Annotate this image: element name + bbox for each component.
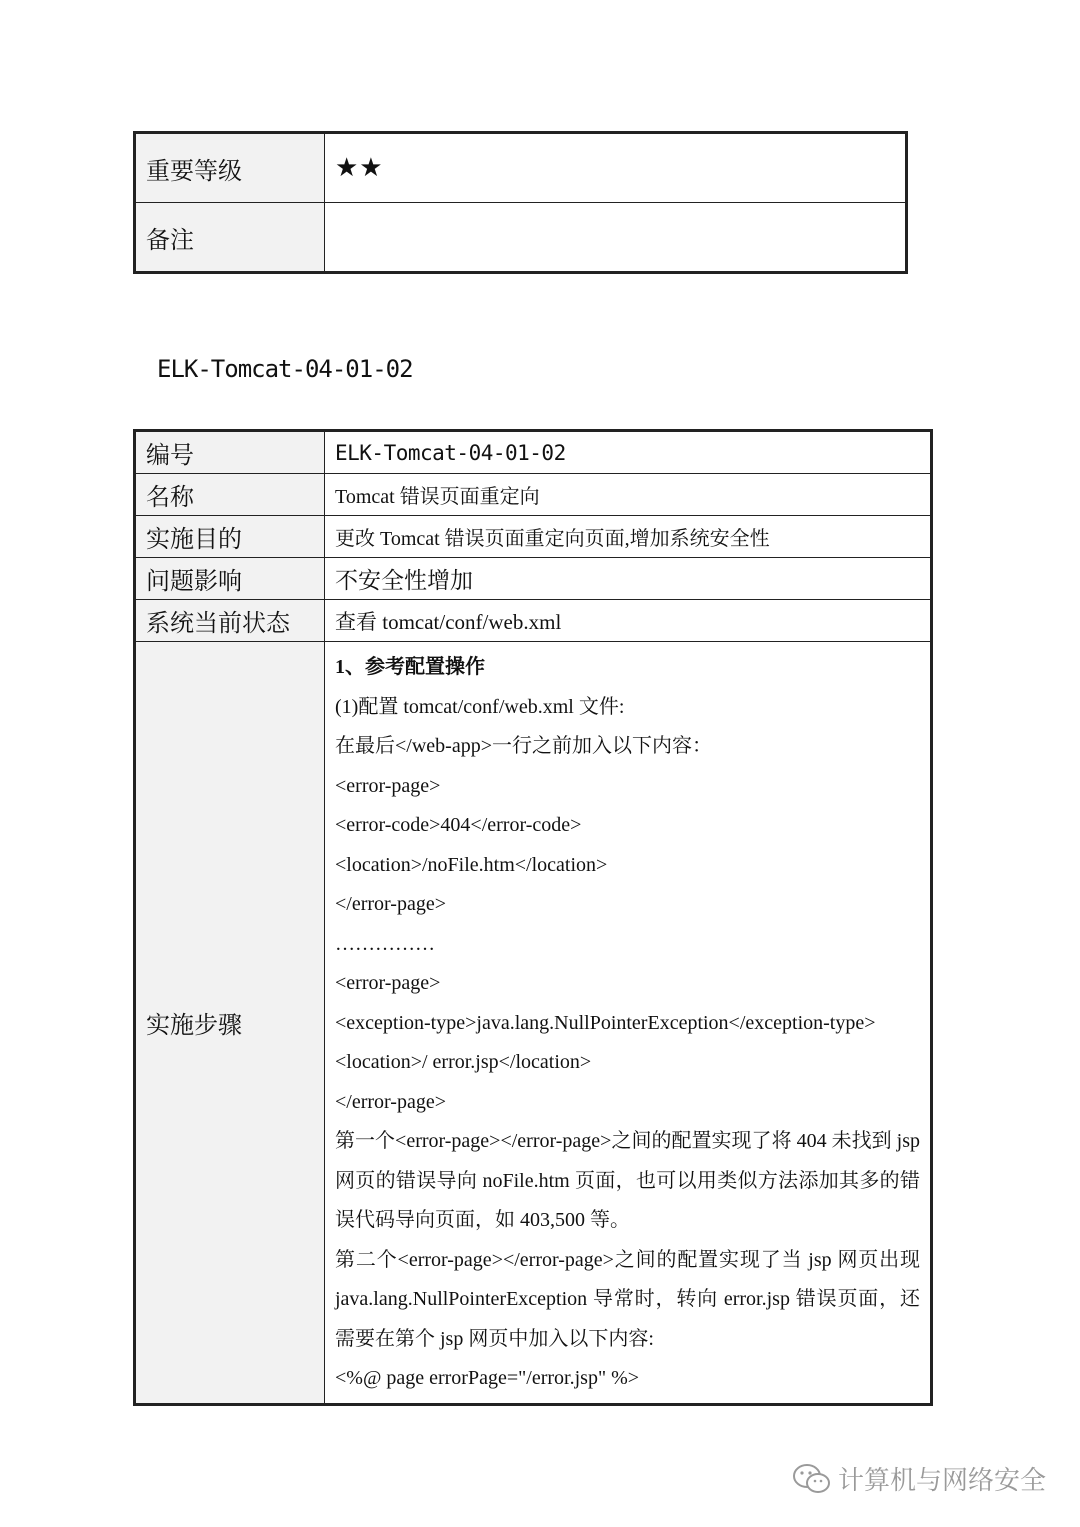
steps-line: </error-page> [335, 1090, 446, 1113]
purpose-value: 更改 Tomcat 错误页面重定向页面,增加系统安全性 [325, 516, 932, 558]
table-row [135, 474, 932, 516]
table-row [135, 558, 932, 600]
name-label: 名称 [135, 474, 325, 516]
steps-line: <error-page> [335, 774, 441, 797]
watermark [792, 1460, 1046, 1497]
steps-line: <exception-type>java.lang.NullPointerException</exception-type> [335, 1011, 876, 1034]
section-title: ELK-Tomcat-04-01-02 [157, 355, 413, 383]
current-state-label: 系统当前状态 [135, 600, 325, 642]
table-row [135, 203, 907, 273]
watermark-text: 计算机与网络安全 [837, 1466, 1046, 1496]
steps-line: …………… [335, 932, 435, 955]
importance-label: 重要等级 [135, 133, 325, 203]
config-table [133, 429, 933, 1406]
steps-line: 在最后</web-app>一行之前加入以下内容： [335, 735, 712, 757]
steps-heading: 1、参考配置操作 [335, 656, 485, 678]
steps-content [325, 642, 932, 1405]
steps-line: <%@ page errorPage="/error.jsp" %> [335, 1367, 640, 1389]
steps-line: <error-code>404</error-code> [335, 814, 582, 836]
id-value: ELK-Tomcat-04-01-02 [325, 431, 932, 474]
steps-line: <error-page> [335, 972, 441, 994]
remarks-value [325, 203, 907, 273]
impact-label: 问题影响 [135, 558, 325, 600]
importance-table [133, 131, 908, 274]
table-row [135, 431, 932, 474]
purpose-label: 实施目的 [135, 516, 325, 558]
wechat-icon [792, 1462, 832, 1496]
table-row [135, 133, 907, 203]
current-state-value: 查看 tomcat/conf/web.xml [325, 600, 932, 642]
id-label: 编号 [135, 431, 325, 474]
name-value: Tomcat 错误页面重定向 [325, 474, 932, 516]
steps-line: <location>/noFile.htm</location> [335, 853, 608, 876]
table-row [135, 516, 932, 558]
steps-label: 实施步骤 [135, 642, 325, 1405]
impact-value: 不安全性增加 [325, 558, 932, 600]
table-row [135, 642, 932, 1405]
remarks-label: 备注 [135, 203, 325, 273]
steps-line: </error-page> [335, 893, 446, 915]
steps-paragraph: 第一个<error-page></error-page>之间的配置实现了将 404 未找到 jsp 网页的错误导向 noFile.htm 页面，也可以用类似方法添加其多的错误代码导向页面，如 403,500 等。 [335, 1130, 920, 1231]
steps-line: (1)配置 tomcat/conf/web.xml 文件: [335, 695, 625, 718]
table-row [135, 600, 932, 642]
steps-paragraph: 第二个<error-page></error-page>之间的配置实现了当 jsp 网页出现 java.lang.NullPointerException 导常时，转向 error.jsp 错误页面，还需要在第个 jsp 网页中加入以下内容: [335, 1248, 920, 1350]
steps-line: <location>/ error.jsp</location> [335, 1051, 592, 1073]
importance-stars: ★★ [325, 133, 907, 203]
